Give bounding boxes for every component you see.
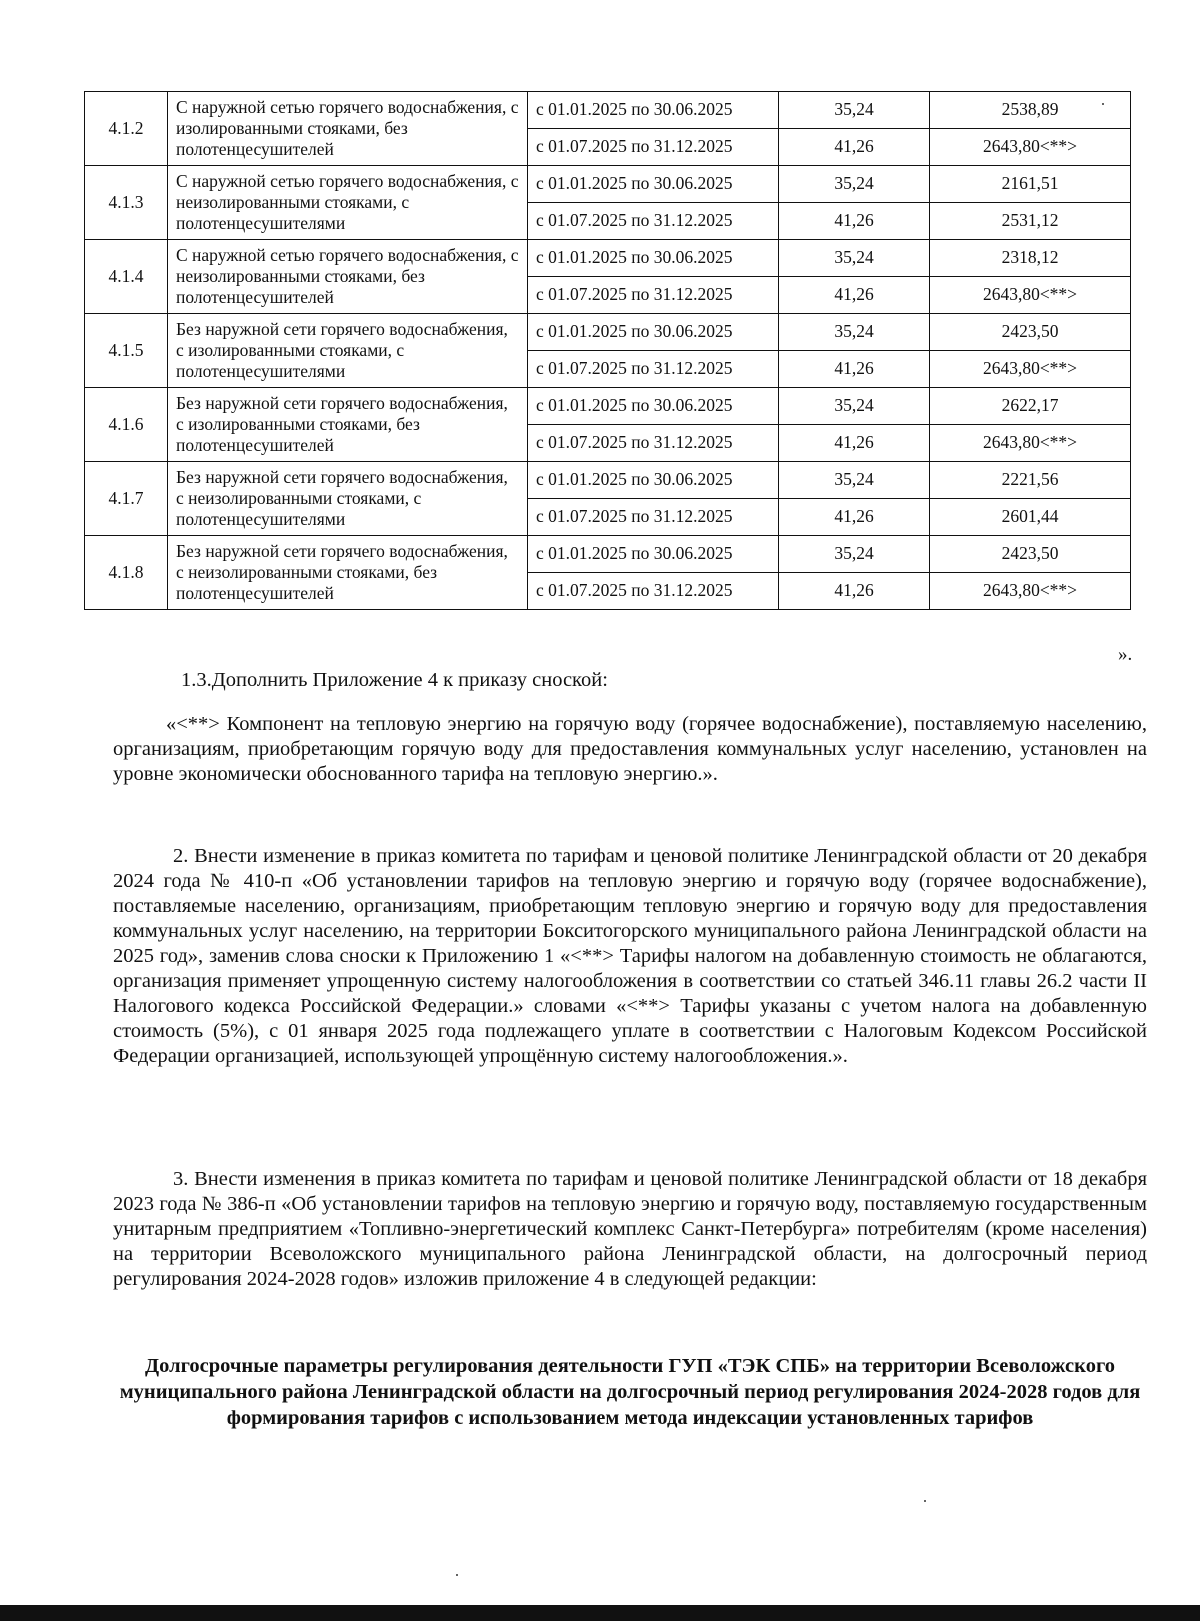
component-cell: 35,24 — [779, 92, 930, 129]
row-number: 4.1.5 — [85, 314, 168, 388]
appendix-heading: Долгосрочные параметры регулирования деятельности ГУП «ТЭК СПБ» на территории Всеволожского муниципального района Ленинградской области на долгосрочный период регулирования 2024-2028 годов для формирования тарифов с использованием метода индексации установленных тарифов — [119, 1355, 1141, 1429]
tariff-table — [84, 91, 1131, 610]
row-number: 4.1.6 — [85, 388, 168, 462]
tariff-value-cell: 2161,51 — [930, 166, 1131, 203]
row-description: Без наружной сети горячего водоснабжения, с неизолированными стояками, с полотенцесушителями — [168, 462, 528, 536]
component-cell: 35,24 — [779, 314, 930, 351]
paragraph-3 — [113, 1167, 1147, 1292]
tariff-value-cell: 2423,50 — [930, 536, 1131, 573]
scan-speck — [1102, 103, 1104, 105]
period-cell: с 01.01.2025 по 30.06.2025 — [528, 462, 779, 499]
tariff-value-cell: 2221,56 — [930, 462, 1131, 499]
row-number: 4.1.2 — [85, 92, 168, 166]
table-row — [85, 314, 1131, 351]
tariff-value-cell: 2643,80<**> — [930, 573, 1131, 610]
tariff-value-cell: 2622,17 — [930, 388, 1131, 425]
period-cell: с 01.01.2025 по 30.06.2025 — [528, 536, 779, 573]
component-cell: 41,26 — [779, 573, 930, 610]
period-cell: с 01.07.2025 по 31.12.2025 — [528, 499, 779, 536]
component-cell: 41,26 — [779, 129, 930, 166]
row-number: 4.1.8 — [85, 536, 168, 610]
row-description: С наружной сетью горячего водоснабжения, с неизолированными стояками, с полотенцесушителями — [168, 166, 528, 240]
tariff-value-cell: 2643,80<**> — [930, 425, 1131, 462]
table-row — [85, 388, 1131, 425]
period-cell: с 01.01.2025 по 30.06.2025 — [528, 314, 779, 351]
footnote-paragraph — [113, 712, 1147, 787]
paragraph-3-text: 3. Внести изменения в приказ комитета по тарифам и ценовой политике Ленинградской области от 18 декабря 2023 года № 386-п «Об установлении тарифов на тепловую энергию и горячую воду, поставляемую государственным унитарным предприятием «Топливно-энергетический комплекс Санкт-Петербурга» потребителям (кроме населения) на территории Всеволожского муниципального района Ленинградской области, на долгосрочный период регулирования 2024-2028 годов» изложив приложение 4 в следующей редакции: — [113, 1168, 1147, 1290]
row-number: 4.1.4 — [85, 240, 168, 314]
tariff-value-cell: 2643,80<**> — [930, 277, 1131, 314]
period-cell: с 01.07.2025 по 31.12.2025 — [528, 277, 779, 314]
component-cell: 35,24 — [779, 388, 930, 425]
tariff-value-cell: 2423,50 — [930, 314, 1131, 351]
component-cell: 35,24 — [779, 166, 930, 203]
component-cell: 35,24 — [779, 462, 930, 499]
row-description: Без наружной сети горячего водоснабжения, с изолированными стояками, без полотенцесушителей — [168, 388, 528, 462]
section-1-3 — [113, 668, 1147, 693]
table-row — [85, 166, 1131, 203]
component-cell: 41,26 — [779, 499, 930, 536]
paragraph-2 — [113, 844, 1147, 1069]
tariff-value-cell: 2643,80<**> — [930, 351, 1131, 388]
tariff-value-cell: 2538,89 — [930, 92, 1131, 129]
component-cell: 35,24 — [779, 536, 930, 573]
row-description: С наружной сетью горячего водоснабжения, с изолированными стояками, без полотенцесушителей — [168, 92, 528, 166]
row-description: Без наружной сети горячего водоснабжения, с изолированными стояками, с полотенцесушителями — [168, 314, 528, 388]
period-cell: с 01.01.2025 по 30.06.2025 — [528, 240, 779, 277]
scan-bottom-edge — [0, 1605, 1200, 1621]
table-row — [85, 462, 1131, 499]
footnote-text: «<**> Компонент на тепловую энергию на горячую воду (горячее водоснабжение), поставляемую населению, организациям, приобретающим горячую воду для предоставления коммунальных услуг населению, установлен на уровне экономически обоснованного тарифа на тепловую энергию.». — [113, 713, 1147, 785]
period-cell: с 01.07.2025 по 31.12.2025 — [528, 573, 779, 610]
period-cell: с 01.07.2025 по 31.12.2025 — [528, 203, 779, 240]
table-row — [85, 536, 1131, 573]
table-row — [85, 92, 1131, 129]
tariff-value-cell: 2318,12 — [930, 240, 1131, 277]
tariff-value-cell: 2601,44 — [930, 499, 1131, 536]
component-cell: 41,26 — [779, 203, 930, 240]
scan-speck — [456, 1574, 458, 1576]
row-number: 4.1.3 — [85, 166, 168, 240]
period-cell: с 01.07.2025 по 31.12.2025 — [528, 425, 779, 462]
tariff-value-cell: 2531,12 — [930, 203, 1131, 240]
scan-speck — [924, 1500, 926, 1502]
table-row — [85, 240, 1131, 277]
period-cell: с 01.01.2025 по 30.06.2025 — [528, 166, 779, 203]
component-cell: 35,24 — [779, 240, 930, 277]
period-cell: с 01.07.2025 по 31.12.2025 — [528, 129, 779, 166]
tariff-value-cell: 2643,80<**> — [930, 129, 1131, 166]
table-closing-quote: ». — [1118, 644, 1133, 665]
period-cell: с 01.01.2025 по 30.06.2025 — [528, 92, 779, 129]
row-description: Без наружной сети горячего водоснабжения, с неизолированными стояками, без полотенцесушителей — [168, 536, 528, 610]
period-cell: с 01.01.2025 по 30.06.2025 — [528, 388, 779, 425]
tariff-table-body — [85, 92, 1131, 610]
section-1-3-text: 1.3.Дополнить Приложение 4 к приказу сноской: — [181, 669, 608, 691]
component-cell: 41,26 — [779, 351, 930, 388]
row-number: 4.1.7 — [85, 462, 168, 536]
row-description: С наружной сетью горячего водоснабжения, с неизолированными стояками, без полотенцесушителей — [168, 240, 528, 314]
paragraph-2-text: 2. Внести изменение в приказ комитета по тарифам и ценовой политике Ленинградской области от 20 декабря 2024 года № 410-п «Об установлении тарифов на тепловую энергию и горячую воду (горячее водоснабжение), поставляемые населению, организациям, приобретающим тепловую энергию и горячую воду для предоставления коммунальных услуг населению, на территории Бокситогорского муниципального района Ленинградской области на 2025 год», заменив слова сноски к Приложению 1 «<**> Тарифы налогом на добавленную стоимость не облагаются, организация применяет упрощенную систему налогообложения в соответствии со статьей 346.11 главы 26.2 части II Налогового кодекса Российской Федерации.» словами «<**> Тарифы указаны с учетом налога на добавленную стоимость (5%), с 01 января 2025 года подлежащего уплате в соответствии с Налоговым Кодексом Российской Федерации организацией, использующей упрощённую систему налогообложения.». — [113, 845, 1147, 1067]
period-cell: с 01.07.2025 по 31.12.2025 — [528, 351, 779, 388]
component-cell: 41,26 — [779, 277, 930, 314]
component-cell: 41,26 — [779, 425, 930, 462]
